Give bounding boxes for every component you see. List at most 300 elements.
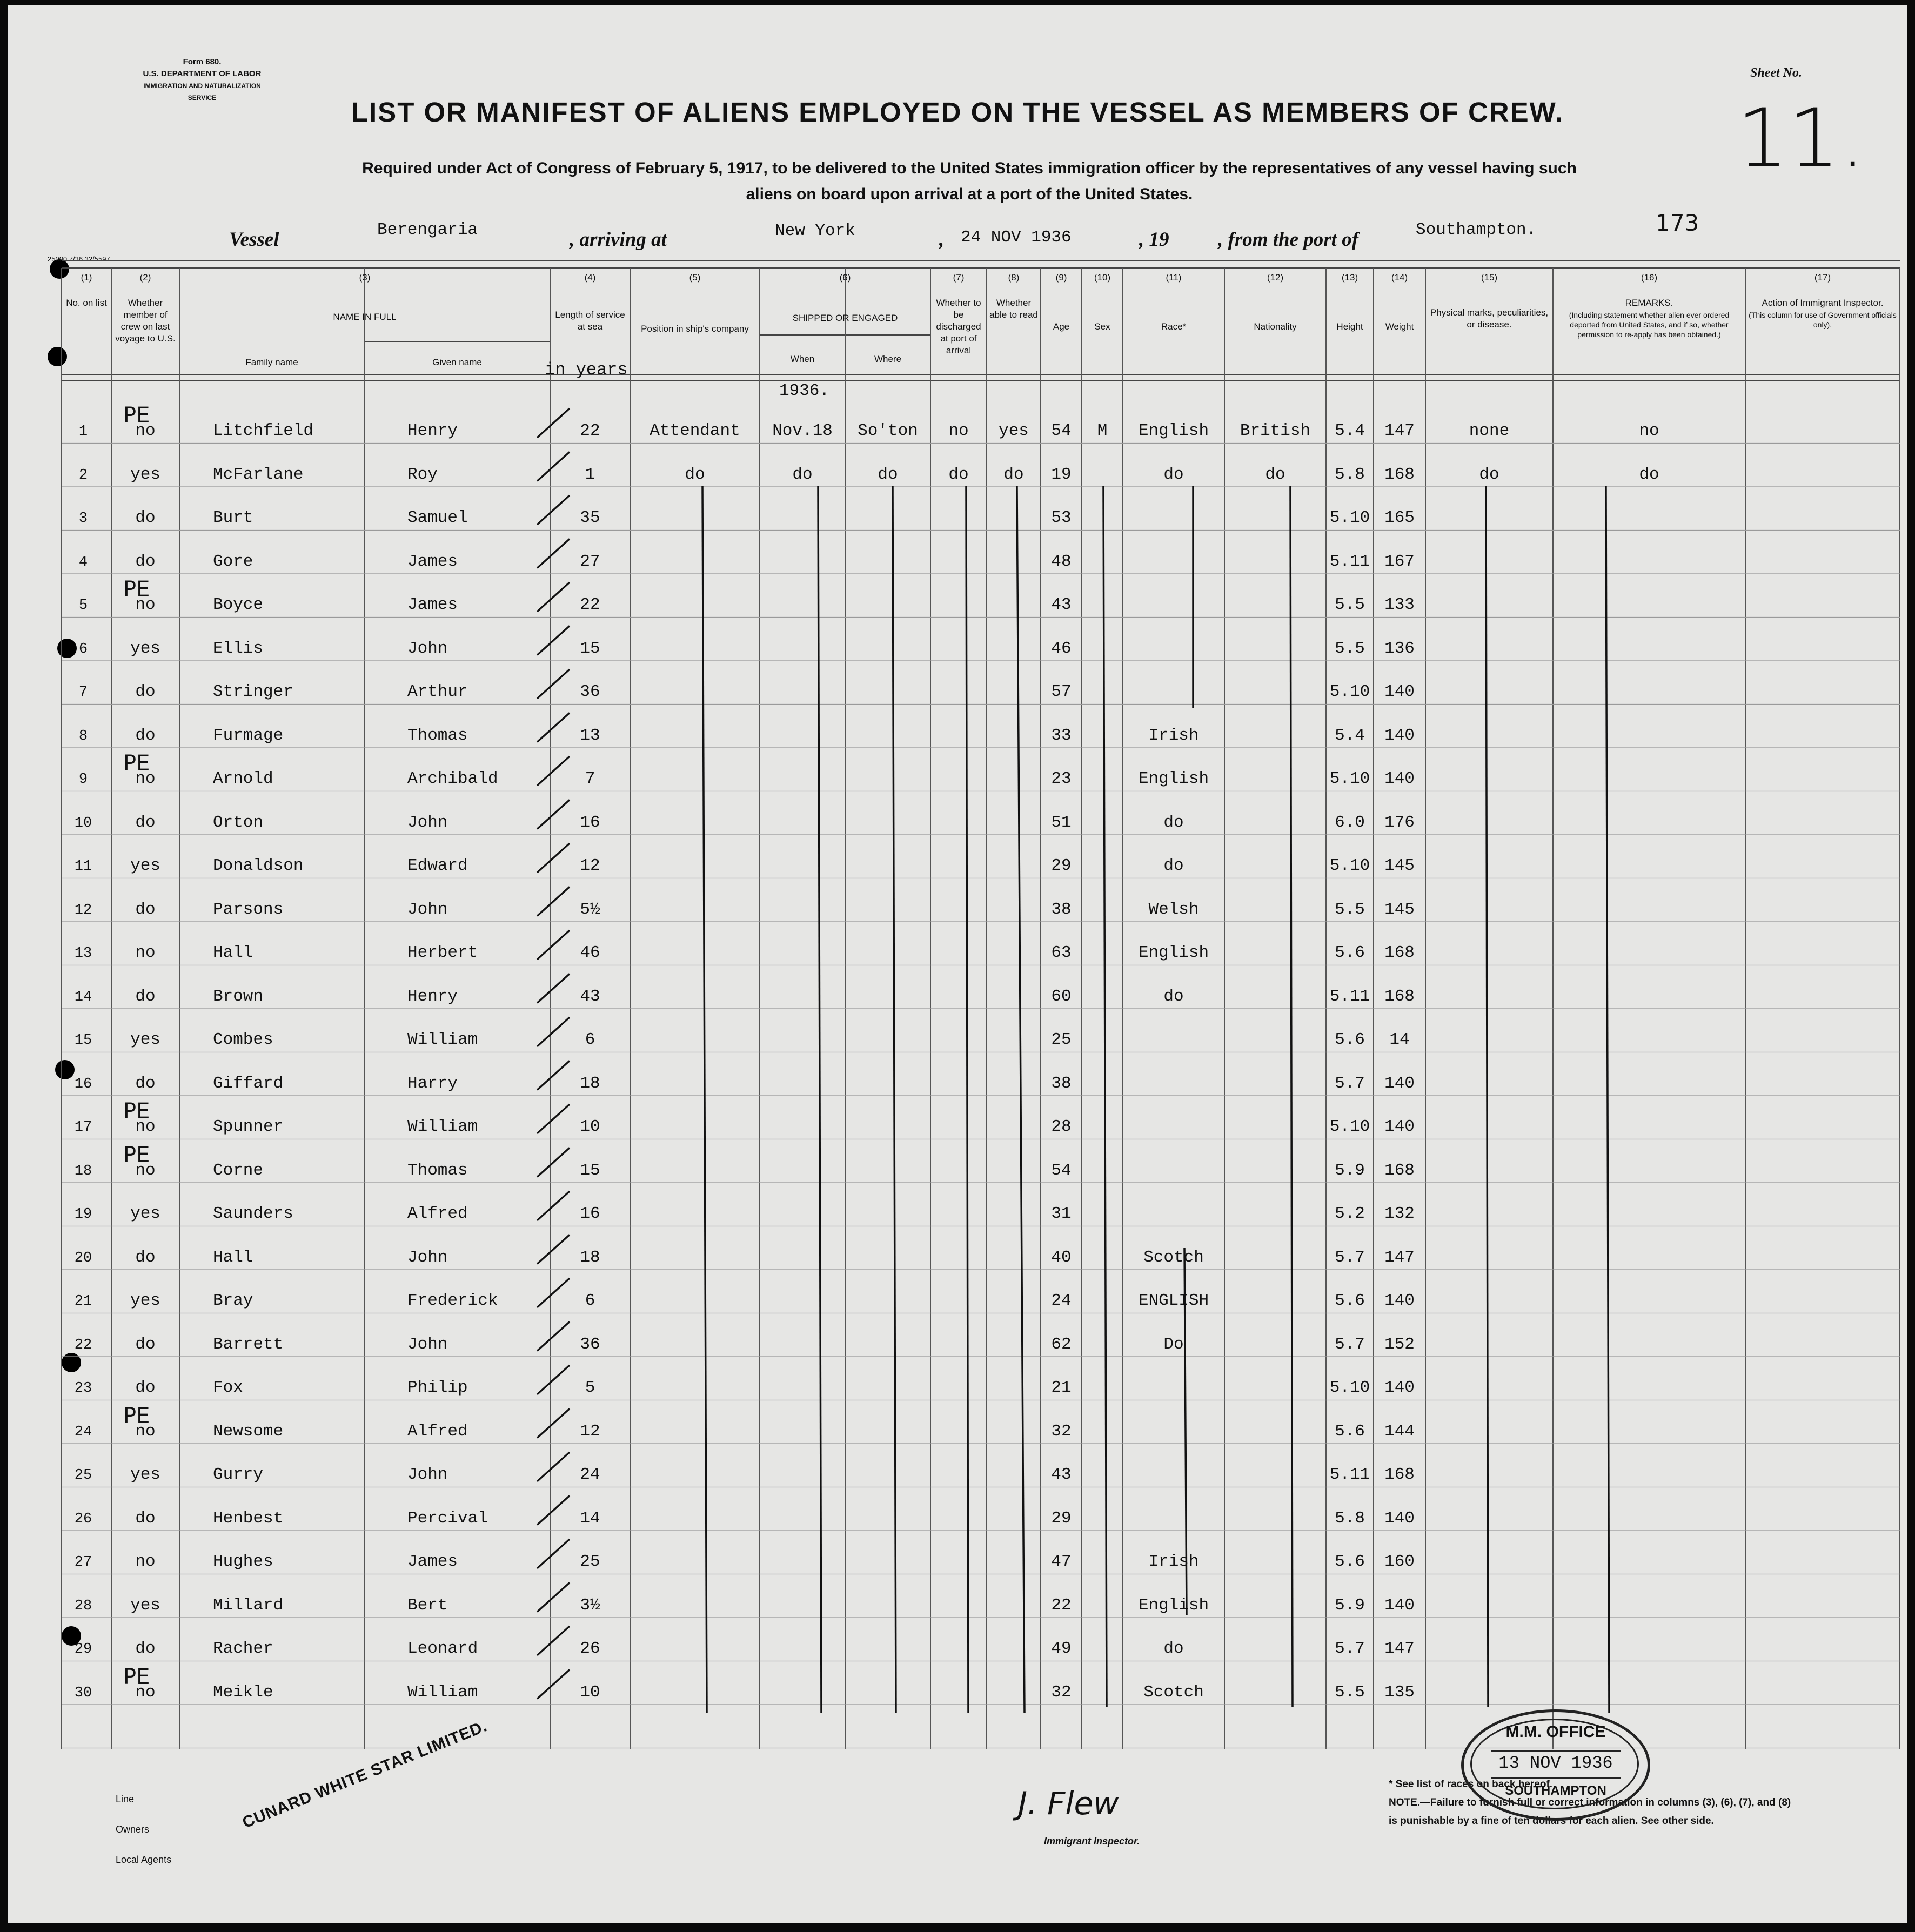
cell-family: McFarlane bbox=[213, 465, 304, 484]
cell-family: Boyce bbox=[213, 595, 264, 614]
cell-prev: yes bbox=[130, 1204, 160, 1223]
row-number: 11 bbox=[74, 858, 92, 875]
cell-remarks: do bbox=[1639, 465, 1659, 484]
cell-race: English bbox=[1138, 769, 1209, 788]
cell-age: 60 bbox=[1051, 987, 1072, 1006]
cell-prev: no bbox=[135, 769, 156, 788]
cell-when: do bbox=[792, 465, 813, 484]
cell-race: Irish bbox=[1148, 726, 1199, 745]
cell-height: 5.7 bbox=[1335, 1334, 1365, 1354]
cell-given: Thomas bbox=[407, 726, 468, 745]
cell-discharge: do bbox=[948, 465, 969, 484]
cell-race: Scotch bbox=[1143, 1247, 1204, 1267]
cell-age: 54 bbox=[1051, 1160, 1072, 1180]
form-number: Form 680. bbox=[183, 57, 222, 66]
cell-weight: 168 bbox=[1384, 987, 1415, 1006]
row-number: 5 bbox=[78, 598, 88, 614]
row-number: 14 bbox=[74, 989, 92, 1005]
ditto-stroke bbox=[818, 486, 821, 1713]
cell-service: 12 bbox=[580, 856, 600, 875]
row-number: 6 bbox=[78, 641, 88, 658]
cell-race: English bbox=[1138, 421, 1209, 440]
cell-service: 7 bbox=[585, 769, 595, 788]
row-number: 27 bbox=[74, 1554, 92, 1571]
cell-family: Stringer bbox=[213, 682, 293, 701]
cell-family: Combes bbox=[213, 1030, 273, 1049]
cell-weight: 140 bbox=[1384, 1291, 1415, 1310]
cell-service: 35 bbox=[580, 508, 600, 527]
cell-age: 48 bbox=[1051, 552, 1072, 571]
cell-family: Millard bbox=[213, 1595, 284, 1615]
cell-family: Hughes bbox=[213, 1552, 273, 1571]
inspector-signature: J. Flew bbox=[1018, 1785, 1119, 1822]
cell-given: Henry bbox=[407, 421, 458, 440]
cell-prev: no bbox=[135, 943, 156, 962]
cell-weight: 140 bbox=[1384, 1508, 1415, 1528]
column-number: (3) bbox=[359, 272, 371, 283]
cell-race: do bbox=[1163, 1639, 1184, 1658]
cell-weight: 168 bbox=[1384, 465, 1415, 484]
print-code: 25000 7/36 32/5597 bbox=[48, 255, 110, 263]
cell-family: Parsons bbox=[213, 900, 284, 919]
row-number: 26 bbox=[74, 1511, 92, 1527]
pe-mark: PE bbox=[123, 1099, 150, 1124]
cell-height: 5.5 bbox=[1335, 900, 1365, 919]
cell-age: 43 bbox=[1051, 1465, 1072, 1484]
cell-prev: do bbox=[135, 682, 156, 701]
cell-prev: do bbox=[135, 1639, 156, 1658]
cell-height: 5.10 bbox=[1329, 508, 1370, 527]
pe-mark: PE bbox=[123, 1403, 150, 1428]
cell-height: 5.10 bbox=[1329, 1117, 1370, 1136]
cell-age: 29 bbox=[1051, 1508, 1072, 1528]
column-number: (15) bbox=[1481, 272, 1498, 283]
cell-given: Philip bbox=[407, 1378, 468, 1397]
cell-race: Scotch bbox=[1143, 1682, 1204, 1702]
column-number: (1) bbox=[81, 272, 92, 283]
cell-prev: no bbox=[135, 1682, 156, 1702]
column-header-label: Whether to be discharged at port of arrival bbox=[936, 298, 981, 355]
column-number: (14) bbox=[1391, 272, 1408, 283]
cell-height: 5.6 bbox=[1335, 1030, 1365, 1049]
cell-marks: do bbox=[1479, 465, 1499, 484]
row-number: 16 bbox=[74, 1076, 92, 1092]
cell-family: Fox bbox=[213, 1378, 243, 1397]
arrival-port: New York bbox=[775, 222, 855, 240]
row-number: 8 bbox=[78, 728, 88, 744]
column-number: (9) bbox=[1055, 272, 1067, 283]
cell-sex: M bbox=[1097, 421, 1108, 440]
cell-service: 36 bbox=[580, 1334, 600, 1354]
column-number: (6) bbox=[839, 272, 851, 283]
cell-family: Meikle bbox=[213, 1682, 273, 1702]
column-header-label: Nationality bbox=[1254, 321, 1297, 332]
cell-height: 5.5 bbox=[1335, 1682, 1365, 1702]
cell-height: 5.5 bbox=[1335, 595, 1365, 614]
row-number: 3 bbox=[78, 511, 88, 527]
cell-given: John bbox=[407, 900, 448, 919]
cell-given: John bbox=[407, 813, 448, 832]
cell-when: Nov.18 bbox=[772, 421, 833, 440]
cell-weight: 160 bbox=[1384, 1552, 1415, 1571]
cell-prev: do bbox=[135, 1074, 156, 1093]
cell-given: Thomas bbox=[407, 1160, 468, 1180]
cell-prev: yes bbox=[130, 1030, 160, 1049]
cell-weight: 145 bbox=[1384, 856, 1415, 875]
column-header-label: REMARKS. bbox=[1625, 298, 1673, 308]
cell-height: 5.10 bbox=[1329, 682, 1370, 701]
ditto-stroke bbox=[702, 486, 707, 1713]
cell-prev: do bbox=[135, 813, 156, 832]
cell-prev: do bbox=[135, 1508, 156, 1528]
cell-service: 24 bbox=[580, 1465, 600, 1484]
cell-age: 40 bbox=[1051, 1247, 1072, 1267]
column-number: (12) bbox=[1267, 272, 1284, 283]
cell-prev: yes bbox=[130, 1595, 160, 1615]
row-number: 12 bbox=[74, 902, 92, 918]
cell-weight: 176 bbox=[1384, 813, 1415, 832]
column-header-extra: in years bbox=[545, 360, 628, 380]
cell-service: 22 bbox=[580, 421, 600, 440]
cell-prev: do bbox=[135, 1334, 156, 1354]
cell-service: 5½ bbox=[580, 900, 600, 919]
cell-where: So'ton bbox=[858, 421, 918, 440]
column-number: (8) bbox=[1008, 272, 1020, 283]
cell-family: Gurry bbox=[213, 1465, 264, 1484]
pe-mark: PE bbox=[123, 1664, 150, 1689]
cell-height: 5.6 bbox=[1335, 1421, 1365, 1441]
cell-height: 5.7 bbox=[1335, 1247, 1365, 1267]
cell-nationality: do bbox=[1265, 465, 1285, 484]
column-header-label: Length of service at sea bbox=[555, 310, 625, 332]
cell-given: James bbox=[407, 1552, 458, 1571]
cell-weight: 140 bbox=[1384, 1074, 1415, 1093]
cell-given: James bbox=[407, 595, 458, 614]
cell-weight: 145 bbox=[1384, 900, 1415, 919]
cell-marks: none bbox=[1469, 421, 1510, 440]
cell-service: 6 bbox=[585, 1030, 595, 1049]
cell-race: ENGLISH bbox=[1138, 1291, 1209, 1310]
cell-position: Attendant bbox=[650, 421, 740, 440]
cell-race: do bbox=[1163, 465, 1184, 484]
cell-service: 43 bbox=[580, 987, 600, 1006]
cell-weight: 14 bbox=[1389, 1030, 1410, 1049]
cell-height: 5.10 bbox=[1329, 856, 1370, 875]
penalty-note-1: NOTE.—Failure to furnish full or correct information in columns (3), (6), (7), and (8) bbox=[1389, 1797, 1791, 1808]
column-subheader: When bbox=[790, 354, 815, 364]
table-grid bbox=[8, 5, 1907, 1923]
cell-given: William bbox=[407, 1117, 478, 1136]
cell-remarks: no bbox=[1639, 421, 1659, 440]
cell-weight: 167 bbox=[1384, 552, 1415, 571]
line-label: Line bbox=[116, 1794, 135, 1804]
ditto-stroke bbox=[1290, 486, 1293, 1707]
cell-service: 36 bbox=[580, 682, 600, 701]
cell-height: 5.4 bbox=[1335, 726, 1365, 745]
cell-family: Arnold bbox=[213, 769, 273, 788]
cell-discharge: no bbox=[948, 421, 969, 440]
column-number: (7) bbox=[953, 272, 965, 283]
column-header-label: Race* bbox=[1161, 321, 1187, 332]
cell-family: Giffard bbox=[213, 1074, 284, 1093]
cell-service: 25 bbox=[580, 1552, 600, 1571]
cell-prev: yes bbox=[130, 639, 160, 658]
column-subheader: Family name bbox=[245, 357, 298, 367]
cell-weight: 144 bbox=[1384, 1421, 1415, 1441]
cell-service: 18 bbox=[580, 1247, 600, 1267]
cell-service: 12 bbox=[580, 1421, 600, 1441]
cell-service: 5 bbox=[585, 1378, 595, 1397]
cell-weight: 140 bbox=[1384, 1595, 1415, 1615]
cell-family: Orton bbox=[213, 813, 264, 832]
cell-given: William bbox=[407, 1030, 478, 1049]
cell-given: Percival bbox=[407, 1508, 488, 1528]
cell-family: Brown bbox=[213, 987, 264, 1006]
cell-prev: yes bbox=[130, 1465, 160, 1484]
cell-height: 6.0 bbox=[1335, 813, 1365, 832]
cell-age: 49 bbox=[1051, 1639, 1072, 1658]
cell-prev: no bbox=[135, 421, 156, 440]
cell-race: English bbox=[1138, 1595, 1209, 1615]
row-number: 17 bbox=[74, 1119, 92, 1136]
date-comma: , bbox=[939, 229, 945, 251]
owners-label: Owners bbox=[116, 1824, 150, 1835]
cell-height: 5.7 bbox=[1335, 1074, 1365, 1093]
cell-read: yes bbox=[999, 421, 1029, 440]
pe-mark: PE bbox=[123, 1142, 150, 1168]
cell-family: Spunner bbox=[213, 1117, 284, 1136]
column-number: (4) bbox=[584, 272, 596, 283]
cell-given: John bbox=[407, 639, 448, 658]
row-number: 28 bbox=[74, 1598, 92, 1614]
cell-family: Barrett bbox=[213, 1334, 284, 1354]
cell-given: James bbox=[407, 552, 458, 571]
cell-height: 5.11 bbox=[1329, 1465, 1370, 1484]
cell-height: 5.8 bbox=[1335, 1508, 1365, 1528]
cell-family: Henbest bbox=[213, 1508, 284, 1528]
cell-race: Welsh bbox=[1148, 900, 1199, 919]
row-number: 20 bbox=[74, 1250, 92, 1266]
cell-prev: no bbox=[135, 1117, 156, 1136]
ditto-stroke bbox=[966, 486, 968, 1713]
cell-given: Roy bbox=[407, 465, 438, 484]
row-number: 2 bbox=[78, 467, 88, 484]
column-header-label: Physical marks, peculiarities, or disease. bbox=[1430, 307, 1549, 330]
column-header-label: Sex bbox=[1094, 321, 1110, 332]
cell-service: 1 bbox=[585, 465, 595, 484]
cell-weight: 140 bbox=[1384, 1378, 1415, 1397]
cell-age: 54 bbox=[1051, 421, 1072, 440]
sheet-number-label: Sheet No. bbox=[1750, 66, 1802, 80]
cell-age: 32 bbox=[1051, 1682, 1072, 1702]
column-header-label: SHIPPED OR ENGAGED bbox=[792, 313, 898, 323]
cell-race: do bbox=[1163, 987, 1184, 1006]
from-port-label: , from the port of bbox=[1218, 229, 1359, 251]
cell-service: 27 bbox=[580, 552, 600, 571]
cell-weight: 168 bbox=[1384, 1160, 1415, 1180]
vessel-name: Berengaria bbox=[377, 220, 478, 239]
row-number: 18 bbox=[74, 1163, 92, 1179]
cell-weight: 136 bbox=[1384, 639, 1415, 658]
row-number: 22 bbox=[74, 1337, 92, 1353]
cell-height: 5.10 bbox=[1329, 1378, 1370, 1397]
cell-position: do bbox=[685, 465, 705, 484]
cell-height: 5.6 bbox=[1335, 1552, 1365, 1571]
row-number: 23 bbox=[74, 1380, 92, 1397]
ditto-stroke bbox=[1486, 486, 1488, 1707]
cell-age: 22 bbox=[1051, 1595, 1072, 1615]
cell-age: 31 bbox=[1051, 1204, 1072, 1223]
arrival-date: 24 NOV 1936 bbox=[961, 228, 1072, 247]
cell-height: 5.10 bbox=[1329, 769, 1370, 788]
cell-height: 5.11 bbox=[1329, 552, 1370, 571]
cell-weight: 135 bbox=[1384, 1682, 1415, 1702]
cell-given: Bert bbox=[407, 1595, 448, 1615]
column-header-note: (Including statement whether alien ever ordered deported from United States, and if so, whether permission to re-apply has been obtained.) bbox=[1569, 311, 1730, 339]
cell-family: Ellis bbox=[213, 639, 264, 658]
cell-race: do bbox=[1163, 856, 1184, 875]
cell-weight: 147 bbox=[1384, 1639, 1415, 1658]
cell-family: Hall bbox=[213, 943, 253, 962]
cell-service: 14 bbox=[580, 1508, 600, 1528]
cell-given: Herbert bbox=[407, 943, 478, 962]
sheet-mark: 11. bbox=[1737, 92, 1866, 186]
cell-prev: do bbox=[135, 726, 156, 745]
cell-prev: do bbox=[135, 1378, 156, 1397]
cell-height: 5.4 bbox=[1335, 421, 1365, 440]
cell-prev: no bbox=[135, 1160, 156, 1180]
cell-weight: 132 bbox=[1384, 1204, 1415, 1223]
departure-port: Southampton. bbox=[1416, 220, 1537, 239]
cell-family: Hall bbox=[213, 1247, 253, 1267]
row-number: 13 bbox=[74, 945, 92, 962]
row-number: 15 bbox=[74, 1032, 92, 1049]
column-header-note: (This column for use of Government officials only). bbox=[1749, 311, 1897, 329]
cell-prev: no bbox=[135, 1421, 156, 1441]
row-number: 10 bbox=[74, 815, 92, 831]
cell-age: 25 bbox=[1051, 1030, 1072, 1049]
cell-age: 21 bbox=[1051, 1378, 1072, 1397]
row-number: 9 bbox=[78, 772, 88, 788]
cell-weight: 147 bbox=[1384, 421, 1415, 440]
cell-given: Frederick bbox=[407, 1291, 498, 1310]
column-header-label: NAME IN FULL bbox=[333, 312, 397, 322]
column-header-label: Whether member of crew on last voyage to U.S. bbox=[115, 298, 176, 344]
cell-service: 3½ bbox=[580, 1595, 600, 1615]
cell-given: Leonard bbox=[407, 1639, 478, 1658]
cell-read: do bbox=[1003, 465, 1024, 484]
column-subheader: Given name bbox=[432, 357, 482, 367]
cell-prev: do bbox=[135, 987, 156, 1006]
column-header-label: Position in ship's company bbox=[641, 324, 749, 334]
manifest-sheet bbox=[8, 5, 1907, 1923]
cell-prev: do bbox=[135, 900, 156, 919]
local-agents-label: Local Agents bbox=[116, 1854, 172, 1865]
cell-race: English bbox=[1138, 943, 1209, 962]
cell-service: 13 bbox=[580, 726, 600, 745]
cell-service: 10 bbox=[580, 1682, 600, 1702]
cell-weight: 140 bbox=[1384, 682, 1415, 701]
cell-service: 26 bbox=[580, 1639, 600, 1658]
cell-service: 16 bbox=[580, 813, 600, 832]
cell-weight: 140 bbox=[1384, 726, 1415, 745]
cell-age: 51 bbox=[1051, 813, 1072, 832]
cell-prev: no bbox=[135, 1552, 156, 1571]
year-header: 1936. bbox=[779, 381, 830, 400]
cell-prev: yes bbox=[130, 856, 160, 875]
year-label: , 19 bbox=[1139, 229, 1169, 251]
cell-family: Saunders bbox=[213, 1204, 293, 1223]
cell-age: 62 bbox=[1051, 1334, 1072, 1354]
cell-age: 38 bbox=[1051, 1074, 1072, 1093]
cell-race: do bbox=[1163, 813, 1184, 832]
cell-prev: no bbox=[135, 595, 156, 614]
cell-prev: do bbox=[135, 508, 156, 527]
cell-height: 5.5 bbox=[1335, 639, 1365, 658]
row-number: 19 bbox=[74, 1206, 92, 1223]
cell-age: 38 bbox=[1051, 900, 1072, 919]
cell-weight: 165 bbox=[1384, 508, 1415, 527]
column-number: (10) bbox=[1094, 272, 1111, 283]
cell-given: Alfred bbox=[407, 1421, 468, 1441]
row-number: 24 bbox=[74, 1424, 92, 1440]
pe-mark: PE bbox=[123, 577, 150, 602]
column-header-label: No. on list bbox=[66, 298, 107, 308]
cell-family: Burt bbox=[213, 508, 253, 527]
column-number: (2) bbox=[139, 272, 151, 283]
cell-weight: 133 bbox=[1384, 595, 1415, 614]
cell-family: Newsome bbox=[213, 1421, 284, 1441]
cell-weight: 147 bbox=[1384, 1247, 1415, 1267]
cell-family: Corne bbox=[213, 1160, 264, 1180]
row-number: 25 bbox=[74, 1467, 92, 1484]
row-number: 4 bbox=[78, 554, 88, 571]
ditto-stroke bbox=[1606, 486, 1609, 1713]
cell-weight: 152 bbox=[1384, 1334, 1415, 1354]
row-number: 1 bbox=[78, 424, 88, 440]
row-number: 30 bbox=[74, 1685, 92, 1701]
cell-prev: yes bbox=[130, 1291, 160, 1310]
column-header-label: Height bbox=[1336, 321, 1363, 332]
inspector-label: Immigrant Inspector. bbox=[1044, 1836, 1140, 1847]
cell-where: do bbox=[878, 465, 898, 484]
cell-service: 46 bbox=[580, 943, 600, 962]
column-header-label: Age bbox=[1053, 321, 1070, 332]
cell-family: Donaldson bbox=[213, 856, 304, 875]
column-number: (13) bbox=[1341, 272, 1358, 283]
cell-age: 63 bbox=[1051, 943, 1072, 962]
cell-weight: 140 bbox=[1384, 1117, 1415, 1136]
cell-weight: 168 bbox=[1384, 943, 1415, 962]
cell-family: Gore bbox=[213, 552, 253, 571]
cell-height: 5.11 bbox=[1329, 987, 1370, 1006]
cell-service: 22 bbox=[580, 595, 600, 614]
cell-given: Henry bbox=[407, 987, 458, 1006]
cell-height: 5.9 bbox=[1335, 1160, 1365, 1180]
cell-given: Arthur bbox=[407, 682, 468, 701]
stamp-top-text: M.M. OFFICE bbox=[1505, 1723, 1606, 1741]
cell-service: 15 bbox=[580, 1160, 600, 1180]
company-stamp: CUNARD WHITE STAR LIMITED. bbox=[240, 1717, 490, 1832]
cell-service: 6 bbox=[585, 1291, 595, 1310]
cell-given: William bbox=[407, 1682, 478, 1702]
cell-prev: do bbox=[135, 552, 156, 571]
vessel-label: Vessel bbox=[229, 229, 279, 251]
ditto-stroke bbox=[1017, 486, 1025, 1713]
cell-service: 16 bbox=[580, 1204, 600, 1223]
cell-family: Racher bbox=[213, 1639, 273, 1658]
cell-age: 29 bbox=[1051, 856, 1072, 875]
